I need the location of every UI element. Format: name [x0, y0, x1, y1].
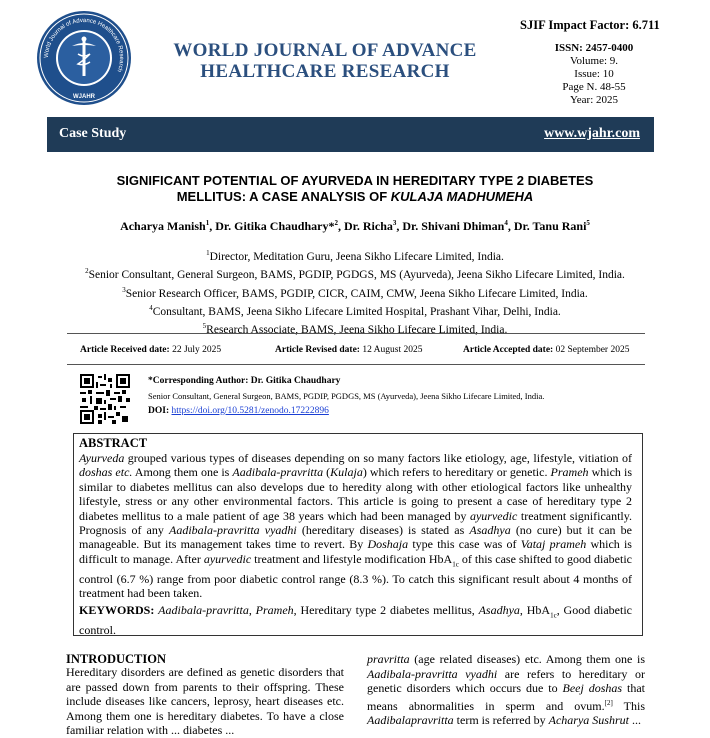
year: Year: 2025 [569, 94, 619, 106]
keywords-label: KEYWORDS: [79, 603, 155, 617]
affil-text: Consultant, BAMS, Jeena Sikho Lifecare Limited Hospital, Prashant Vihar, Delhi, India. [152, 305, 561, 318]
article-type: Case Study [59, 126, 127, 141]
author: Dr. Gitika Chaudhary* [215, 219, 335, 233]
corresponding-author [148, 374, 648, 419]
intro-column-right: pravritta (age related diseases) etc. Among them one is Aadibala-pravritta vyadhi are refers to hereditary or genetic disorders which occurs due to Beej doshas that means abnormalities in sperm and ovum.[2] This Aadibalapravritta term is referred by Acharya Sushrut ... [367, 652, 646, 727]
impact-factor: SJIF Impact Factor: 6.711 [520, 18, 660, 32]
website-link[interactable]: www.wjahr.com [544, 126, 640, 141]
issue: Issue: 10 [574, 68, 614, 80]
author: Dr. Shivani Dhiman [402, 219, 505, 233]
divider [67, 333, 645, 334]
affiliation [40, 283, 670, 301]
article-type-band [47, 117, 654, 152]
issn: ISSN: 2457-0400 [554, 42, 634, 54]
doi-link[interactable]: https://doi.org/10.5281/zenodo.17222896 [171, 406, 329, 416]
author-sup: 2 [334, 219, 338, 227]
accepted-date: Article Accepted date: 02 September 2025 [463, 345, 630, 355]
affil-sup: 5 [202, 322, 207, 331]
author-list: Acharya Manish$^1$, Dr. Gitika Chaudhary*$^2$, Dr. Richa$^3$, Dr. Shivani Dhiman$^4$, Dr. Tanu Rani$^5$ [120, 219, 590, 233]
pages: Page N. 48-55 [562, 81, 626, 93]
corr-details: Senior Consultant, General Surgeon, BAMS, PGDIP, PGDGS, MS (Ayurveda), Jeena Sikho Lifecare Limited, India. [148, 391, 545, 401]
article-title [60, 173, 650, 205]
affil-text: Senior Consultant, General Surgeon, BAMS, PGDIP, PGDGS, MS (Ayurveda), Jeena Sikho Lifecare Limited, India. [88, 269, 625, 282]
affil-sup: 2 [85, 267, 89, 276]
svg-text:World Journal of Advance Healt: World Journal of Advance Healthcare Research [43, 17, 125, 73]
affil-text: Research Associate, BAMS, Jeena Sikho Lifecare Limited, India. [206, 324, 508, 337]
corr-label: *Corresponding Author: Dr. Gitika Chaudhary [148, 376, 341, 386]
abstract-text: Ayurveda grouped various types of diseases depending on so many factors like etiology, age, lifestyle, vitiation of doshas etc. Among them one is Aadibala-pravritta (Kulaja) which refers to hereditary or genetic. Prameh which is similar to diabetes mellitus can also develops due to heredity along with other etiological factors like unhealthy lifestyle, stress or any other environmental factors. This article is going to present a case of hereditary type 2 diabetes mellitus to a male patient of age 38 years which had been managed by ayurvedic treatment significantly. Prognosis of any Aadibala-pravritta vyadhi (hereditary diseases) is stated as Asadhya (no cure) but it can be manageable. But its management takes time to revert. By Doshaja type this case was of Vataj prameh which is difficult to manage. After ayurvedic treatment and lifestyle modification HbA$_{1c}$ of this case shifted to good diabetic control (6.7 %) range from poor diabetic control range (8.3 %). To catch this significant result about 4 months of treatment had been taken. [79, 451, 632, 601]
affil-sup: 4 [149, 303, 153, 312]
affil-text: Director, Meditation Guru, Jeena Sikho Lifecare Limited, India. [209, 250, 504, 263]
received-date: Article Received date: 22 July 2025 [80, 345, 222, 355]
title-line2: MELLITUS: A CASE ANALYSIS OF [176, 189, 391, 204]
affiliations [40, 246, 670, 338]
title-line1: SIGNIFICANT POTENTIAL OF AYURVEDA IN HEREDITARY TYPE 2 DIABETES [116, 173, 594, 188]
journal-title-line2: HEALTHCARE RESEARCH [200, 61, 450, 82]
svg-text:WJAHR: WJAHR [73, 94, 95, 100]
author-sup: 5 [586, 219, 590, 227]
affil-text: Senior Research Officer, BAMS, PGDIP, CICR, CAIM, CMW, Jeena Sikho Lifecare Limited, India. [125, 287, 588, 300]
author-sup: 4 [504, 219, 508, 227]
intro-column-left: Hereditary disorders are defined as genetic disorders that are passed down from parents to their offspring. These include diseases like cancers, leprosy, heart diseases etc. Among them one is hereditary diabetes. To have a close familiar relation with ... diabetes ... [66, 665, 344, 737]
author-sup: 3 [392, 219, 397, 227]
journal-title-line1: WORLD JOURNAL OF ADVANCE [173, 40, 477, 61]
divider [67, 364, 645, 365]
affiliation [40, 264, 670, 282]
journal-meta [552, 42, 636, 107]
affiliation [40, 319, 670, 337]
title-line2-italic: KULAJA MADHUMEHA [390, 189, 534, 204]
keywords: KEYWORDS: Aadibala-pravritta, Prameh, Hereditary type 2 diabetes mellitus, Asadhya, HbA$_{1c}$, Good diabetic control. [79, 603, 633, 637]
introduction-heading: INTRODUCTION [66, 652, 167, 666]
journal-title [140, 40, 510, 82]
author: Dr. Richa [343, 219, 393, 233]
doi-label: DOI: [148, 406, 170, 416]
author: Dr. Tanu Rani [513, 219, 587, 233]
affil-sup: 3 [122, 285, 126, 294]
qr-code-icon [80, 374, 130, 424]
abstract-heading: ABSTRACT [79, 436, 148, 450]
affil-sup: 1 [206, 249, 210, 257]
volume: Volume: 9. [569, 55, 619, 67]
journal-logo [36, 10, 132, 106]
author-sup: 1 [205, 219, 210, 227]
affiliation [40, 246, 670, 264]
affiliation [40, 301, 670, 319]
author: Acharya Manish [120, 219, 206, 233]
revised-date: Article Revised date: 12 August 2025 [275, 345, 423, 355]
keywords-tail: control. [79, 622, 116, 637]
